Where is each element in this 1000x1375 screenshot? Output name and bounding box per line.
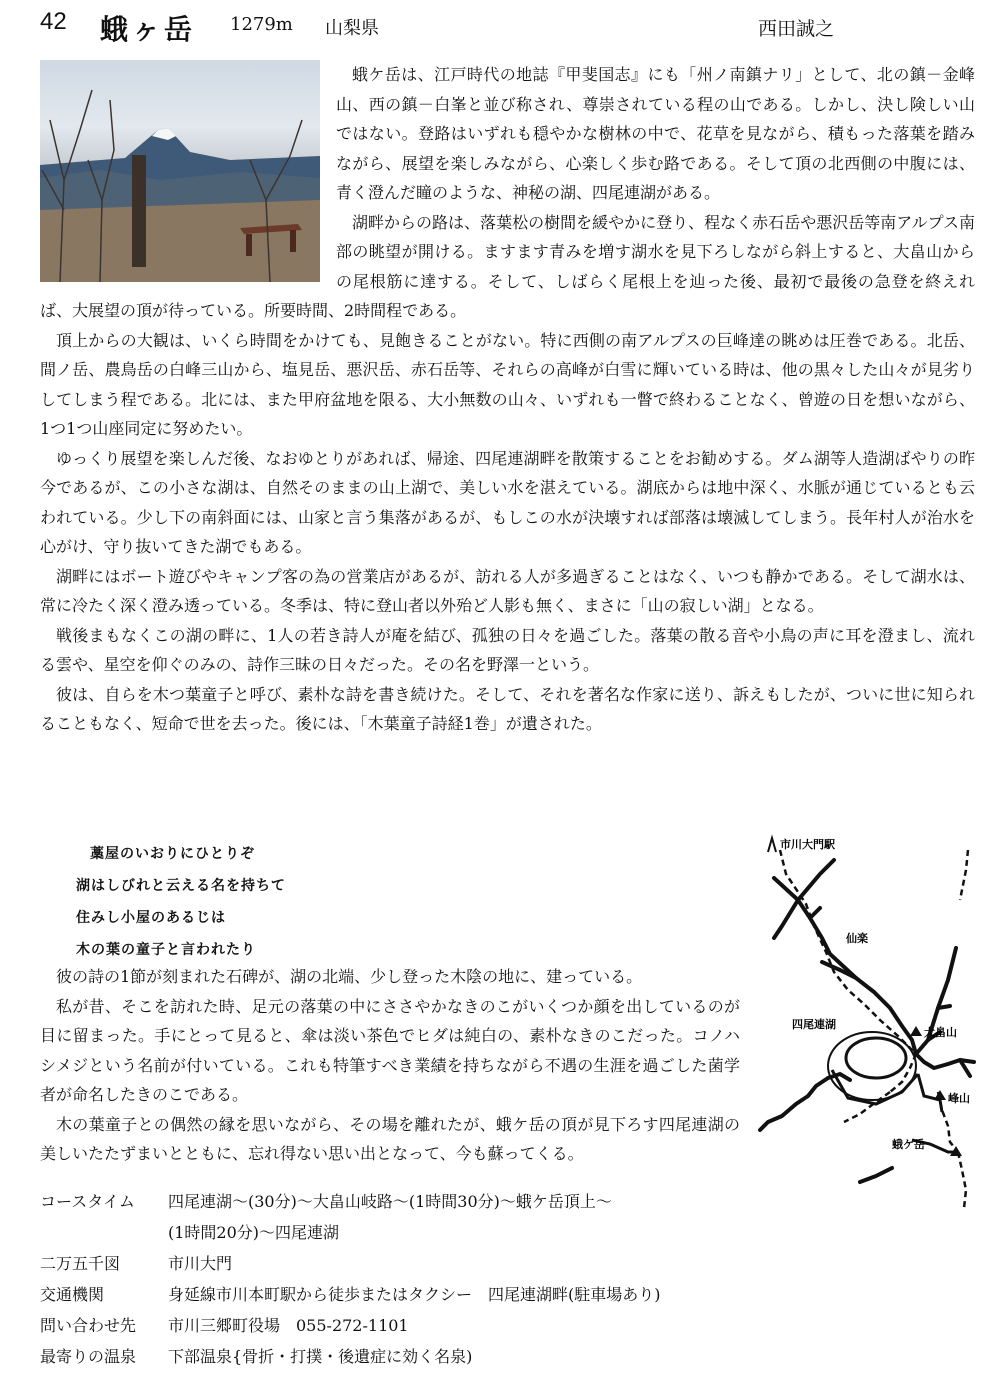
info-row	[40, 1186, 661, 1217]
map-label-senraku: 仙楽	[846, 932, 868, 945]
paragraph: 木の葉童子との偶然の縁を思いながら、その場を離れたが、蛾ケ岳の頂が見下ろす四尾連湖の美しいたたずまいとともに、忘れ得ない思い出となって、今も蘇ってくる。	[40, 1114, 740, 1163]
map-label-mine: 峰山	[948, 1092, 970, 1105]
poem-line: 藁屋のいおりにひとりぞ	[90, 846, 255, 862]
map-label-station: 市川大門駅	[780, 838, 835, 851]
info-row	[40, 1310, 661, 1341]
info-value: 市川大門	[168, 1254, 233, 1273]
paragraph: 戦後まもなくこの湖の畔に、1人の若き詩人が庵を結び、孤独の日々を過ごした。落葉の散る音や小鳥の声に耳を澄まし、流れる雲や、星空を仰ぐのみの、詩作三昧の日々だった。その名を野澤一という。	[40, 625, 975, 674]
page-title: 蛾ヶ岳	[100, 13, 197, 46]
article-body-continued	[40, 962, 740, 1169]
map-label-obata: 大畠山	[924, 1026, 957, 1039]
info-label: 最寄りの温泉	[40, 1347, 137, 1366]
info-row	[40, 1341, 661, 1372]
poem-line: 木の葉の童子と言われたり	[76, 942, 256, 958]
info-value: (1時間20分)～四尾連湖	[168, 1223, 340, 1242]
entry-number: 42	[40, 8, 67, 35]
info-label: 交通機関	[40, 1285, 105, 1304]
poem-line: 湖はしびれと云える名を持ちて	[76, 878, 286, 894]
article-body	[40, 60, 975, 739]
map-label-gagatake: 蛾ケ岳	[892, 1138, 925, 1151]
paragraph: 彼は、自らを木つ葉童子と呼び、素朴な詩を書き続けた。そして、それを著名な作家に送り、訴えもしたが、ついに世に知られることもなく、短命で世を去った。後には、「木葉童子詩経1巻」が遺された。	[40, 684, 975, 733]
info-label: コースタイム	[40, 1192, 135, 1211]
poem-line: 住みし小屋のあるじは	[76, 910, 226, 926]
paragraph: 蛾ケ岳は、江戸時代の地誌『甲斐国志』にも「州ノ南鎮ナリ」として、北の鎮－金峰山、西の鎮－白峯と並び称され、尊崇されている程の山である。しかし、決し険しい山ではない。登路はいずれも穏やかな樹林の中で、花草を見ながら、積もった落葉を踏みながら、展望を楽しみながら、心楽しく歩む路である。そして頂の北西側の中腹には、青く澄んだ瞳のような、神秘の湖、四尾連湖がある。	[336, 65, 975, 202]
info-row	[40, 1279, 661, 1310]
author: 西田誠之	[758, 18, 835, 40]
info-value: 身延線市川本町駅から徒歩またはタクシー 四尾連湖畔(駐車場あり)	[168, 1285, 661, 1304]
paragraph: 彼の詩の1節が刻まれた石碑が、湖の北端、少し登った木陰の地に、建っている。	[56, 967, 643, 986]
info-label: 問い合わせ先	[40, 1316, 137, 1335]
map-label-lake: 四尾連湖	[792, 1018, 836, 1031]
paragraph: ゆっくり展望を楽しんだ後、なおゆとりがあれば、帰途、四尾連湖畔を散策することをお勧めする。ダム湖等人造湖ばやりの昨今であるが、この小さな湖は、自然そのままの山上湖で、美しい水を湛えている。湖底からは地中深く、水脈が通じているとも云われている。少し下の南斜面には、山家と言う集落があるが、もしこの水が決壊すれば部落は壊滅してしまう。長年村人が治水を心がけ、守り抜いてきた湖でもある。	[40, 448, 975, 556]
info-row	[40, 1217, 661, 1248]
paragraph: 頂上からの大観は、いくら時間をかけても、見飽きることがない。特に西側の南アルプスの巨峰達の眺めは圧巻である。北岳、間ノ岳、農鳥岳の白峰三山から、塩見岳、悪沢岳、赤石岳等、それらの高峰が白雪に輝いている時は、他の黒々した山々が見劣りしてしまう程である。北には、また甲府盆地を限る、大小無数の山々、いずれも一瞥で終わることなく、曾遊の日を想いながら、1つ1つ山座同定に努めたい。	[40, 330, 975, 438]
info-value: 下部温泉{骨折・打撲・後遺症に効く名泉)	[168, 1347, 473, 1366]
page-header	[40, 8, 960, 44]
route-map	[752, 830, 982, 1210]
paragraph: 私が昔、そこを訪れた時、足元の落葉の中にささやかなきのこがいくつか顔を出しているのが目に留まった。手にとって見ると、傘は淡い茶色でヒダは純白の、素朴なきのこだった。コノハシメジという名前が付いている。これも特筆すべき業績を持ちながら不遇の生涯を過ごした菌学者が命名したきのこである。	[40, 996, 740, 1104]
prefecture: 山梨県	[325, 18, 379, 39]
info-row	[40, 1248, 661, 1279]
paragraph: 湖畔からの路は、落葉松の樹間を緩やかに登り、程なく赤石岳や悪沢岳等南アルプス南部の眺望が開ける。ますます青みを増す湖水を見下ろしながら斜上すると、大畠山からの尾根筋に達する。そして、しばらく尾根上を辿った後、最初で最後の急登を終えれば、大展望の頂が待っている。所要時間、2時間程である。	[40, 212, 975, 320]
info-value: 市川三郷町役場 055-272-1101	[168, 1316, 409, 1335]
paragraph: 湖畔にはボート遊びやキャンプ客の為の営業店があるが、訪れる人が多過ぎることはなく、いつも静かである。そして湖水は、常に冷たく深く澄み透っている。冬季は、特に登山者以外殆ど人影も無く、まさに「山の寂しい湖」となる。	[40, 566, 975, 615]
poem	[76, 838, 286, 966]
info-label: 二万五千図	[40, 1254, 121, 1273]
info-label	[40, 1217, 168, 1248]
trip-info	[40, 1186, 661, 1372]
info-value: 四尾連湖～(30分)～大畠山岐路～(1時間30分)～蛾ケ岳頂上～	[168, 1192, 612, 1211]
elevation: 1279m	[230, 14, 293, 35]
